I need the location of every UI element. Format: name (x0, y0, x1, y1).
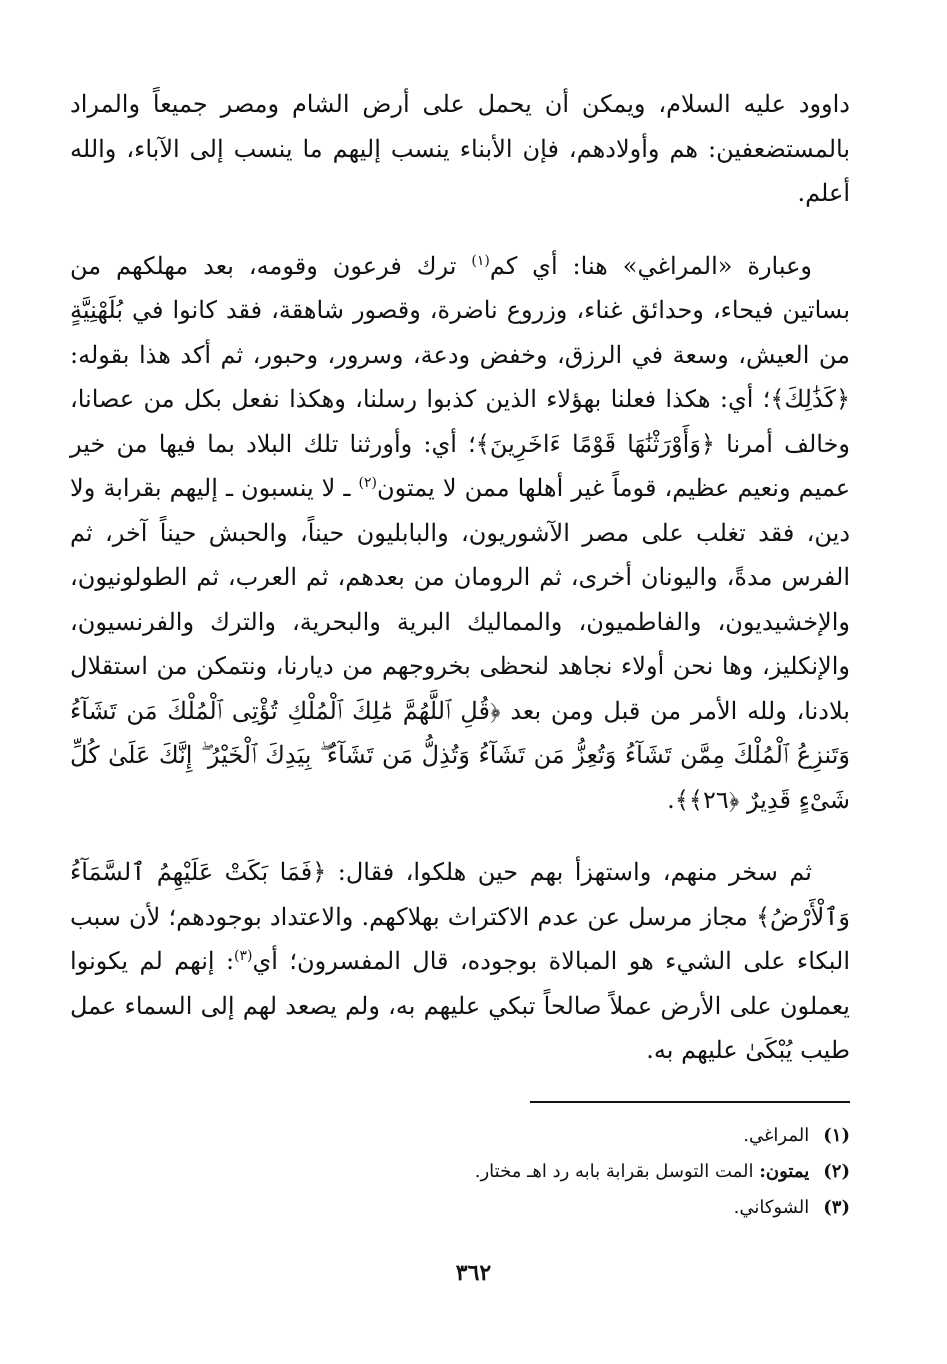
quran-quote-1: ﴿كَذَٰلِكَ﴾ (770, 385, 850, 413)
paragraph-2-text-f: . (667, 785, 675, 814)
footnote-text: المت التوسل بقرابة بابه رد اهـ مختار. (474, 1161, 760, 1182)
quran-quote-2: ﴿وَأَوْرَثْنَٰهَا قَوْمًا ءَاخَرِينَ﴾ (475, 429, 715, 458)
footnote-text: المراغي. (743, 1125, 810, 1146)
footnote-ref-3[interactable]: (٣) (234, 948, 253, 964)
footnote-1 (90, 1118, 850, 1154)
paragraph-3 (70, 850, 850, 1073)
footnote-ref-2[interactable]: (٢) (358, 475, 377, 491)
footnote-separator (530, 1101, 850, 1103)
paragraph-2-text-a: وعبارة «المراغي» هنا: أي كم (489, 251, 812, 280)
page-number: ٣٦٢ (455, 1260, 492, 1286)
footnote-3 (90, 1190, 850, 1226)
paragraph-3-text-a: ثم سخر منهم، واستهزأ بهم حين هلكوا، فقال: (326, 858, 812, 886)
footnote-ref-1[interactable]: (١) (471, 252, 490, 269)
paragraph-2-text-d: ؛ أي: وأورثنا تلك البلاد بما فيها من خير عميم ونعيم عظيم، قوماً غير أهلها ممن لا يمتون (70, 429, 851, 502)
paragraph-2-text-b: ترك فرعون وقومه، بعد مهلكهم من بساتين فيحاء، وحدائق غناء، وزروع ناضرة، وقصور شاهقة، فقد كانوا في بُلَهْنِيَّةٍ من العيش، وسعة في الرزق، وخفض ودعة، وسرور، وحبور، ثم أكد هذا بقوله: (70, 251, 850, 369)
footnotes (90, 1118, 850, 1226)
paragraph-1-text: داوود عليه السلام، ويمكن أن يحمل على أرض الشام ومصر جميعاً والمراد بالمستضعفين: هم وأولادهم، فإن الأبناء ينسب إليهم ما ينسب إلى الآباء، والله أعلم. (70, 90, 850, 207)
paragraph-1 (70, 82, 850, 216)
footnote-number: (١) (823, 1125, 850, 1146)
quran-quote-3: ﴿قُلِ ٱللَّهُمَّ مَٰلِكَ ٱلْمُلْكِ تُؤْتِى ٱلْمُلْكَ مَن تَشَآءُ وَتَنزِعُ ٱلْمُلْكَ مِمَّن تَشَآءُ وَتُعِزُّ مَن تَشَآءُ وَتُذِلُّ مَن تَشَآءُ ۖ بِيَدِكَ ٱلْخَيْرُ ۖ إِنَّكَ عَلَىٰ كُلِّ شَىْءٍ قَدِيرٌ ﴿٢٦﴾﴾ (70, 696, 850, 814)
paragraph-2 (70, 244, 850, 823)
footnote-keyword: يمتون: (759, 1161, 810, 1182)
paragraph-3-text-c: : إنهم لم يكونوا يعملون على الأرض عملاً صالحاً تبكي عليهم به، ولم يصعد لهم إلى السماء عمل طيب يُبْكَىٰ عليهم به. (70, 947, 850, 1064)
quran-quote-4: ﴿فَمَا بَكَتْ عَلَيْهِمُ ٱلسَّمَآءُ وَٱلْأَرْضُ﴾ (70, 858, 850, 931)
paragraph-2-text-c: ؛ أي: هكذا فعلنا بهؤلاء الذين كذبوا رسلنا، وهكذا نفعل بكل من عصانا، وخالف أمرنا (70, 385, 850, 458)
page-body (70, 82, 850, 1073)
footnote-text: الشوكاني. (733, 1197, 810, 1218)
footnote-2 (90, 1154, 850, 1190)
paragraph-2-text-e: ـ لا ينسبون ـ إليهم بقرابة ولا دين، فقد تغلب على مصر الآشوريون، والبابليون حيناً، والحبش حيناً آخر، ثم الفرس مدةً، واليونان أخرى، ثم الرومان من بعدهم، ثم العرب، ثم الطولونيون، والإخشيديون، والفاطميون، والمماليك البرية والبحرية، والترك والفرنسيون، والإنكليز، وها نحن أولاء نجاهد لنحظى بخروجهم من ديارنا، ونتمكن من استقلال بلادنا، ولله الأمر من قبل ومن بعد (70, 474, 851, 725)
footnote-number: (٢) (823, 1161, 850, 1182)
paragraph-3-text-b: مجاز مرسل عن عدم الاكتراث بهلاكهم. والاعتداد بوجودهم؛ لأن سبب البكاء على الشيء هو المبالاة بوجوده، قال المفسرون؛ أي (70, 902, 850, 975)
footnote-number: (٣) (823, 1197, 850, 1218)
